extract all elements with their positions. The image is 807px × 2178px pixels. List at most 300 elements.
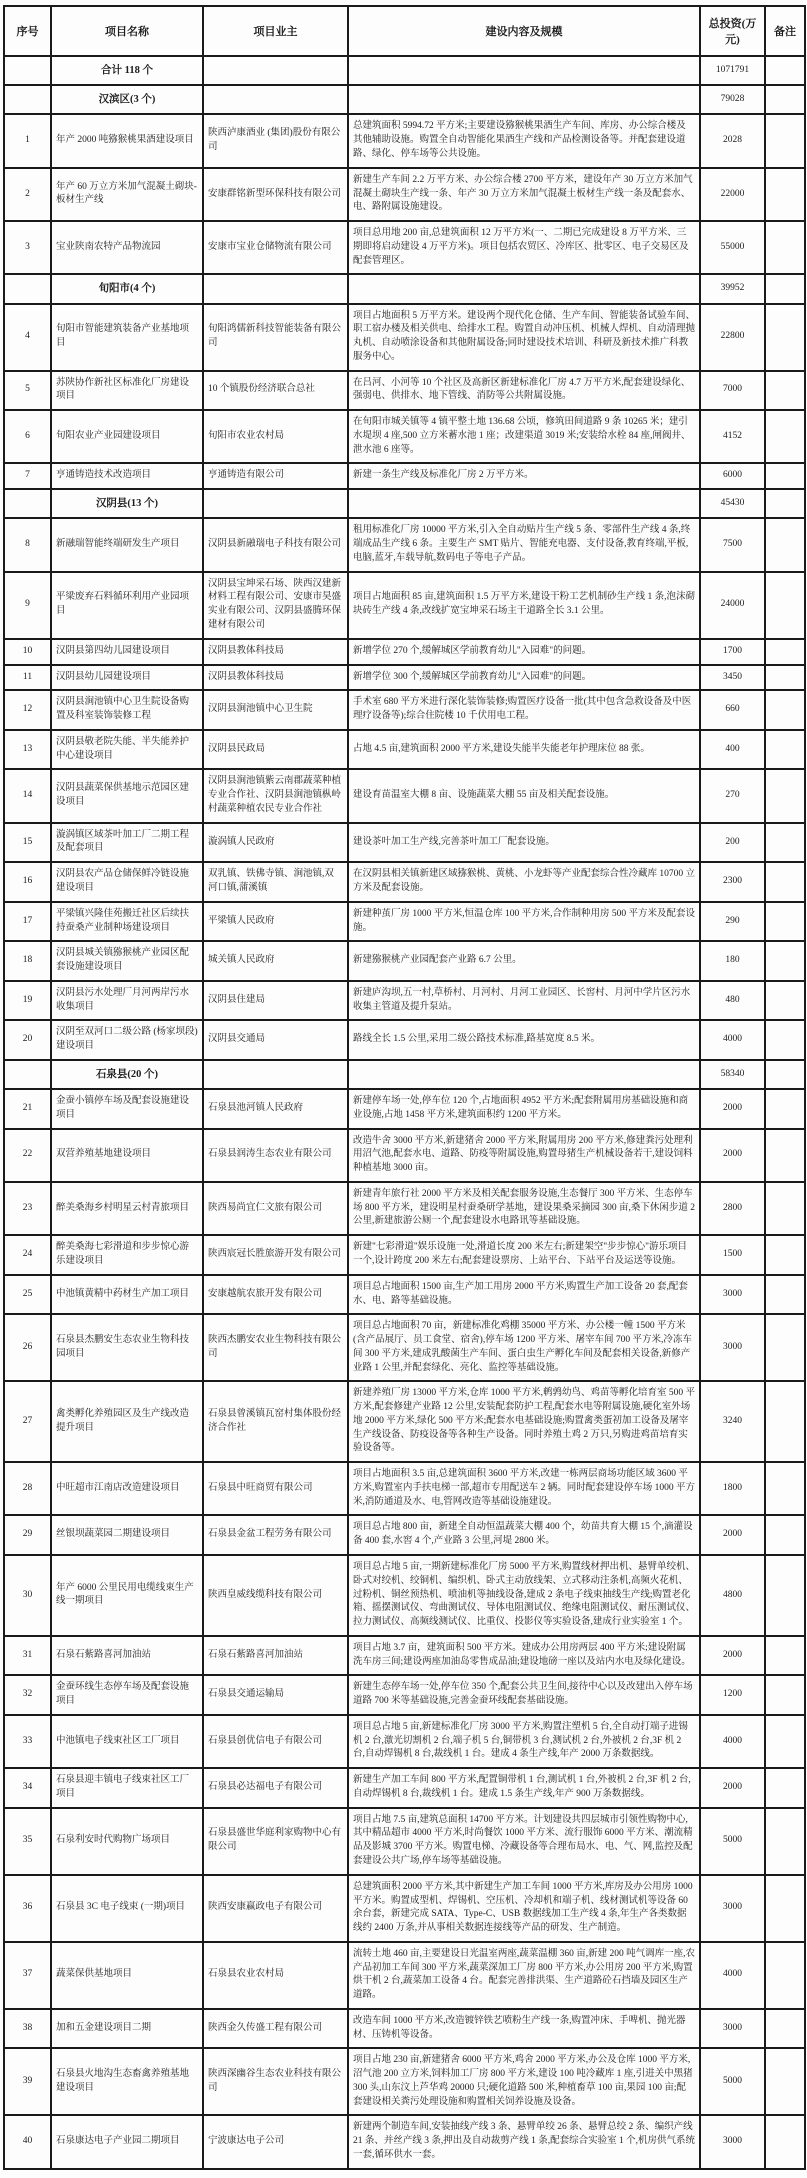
cell-investment: 1500 — [700, 1235, 765, 1275]
cell-content-scale: 项目占地面积 5 万平方米。建设两个现代化仓储、生产车间、智能装备试验车间、职工宿办楼及相关供电、给排水工程。购置自动冲压机、机械人焊机、自动清理抛丸机、自动喷涂设备和其他附属设备;同时建设技术培训、科研及新技术推广科教服务中心。 — [348, 304, 700, 371]
cell-owner: 汉阴县涧池镇紫云南郡蔬菜种植专业合作社、汉阴县涧池镇枞岭村蔬菜种植农民专业合作社 — [203, 769, 348, 822]
table-row — [4, 304, 805, 371]
cell-owner: 汉阴县教体科技局 — [203, 665, 348, 691]
cell-note — [765, 2115, 805, 2168]
cell-content-scale: 新增学位 300 个,缓解城区学前教育幼儿"入园难"的问题。 — [348, 665, 700, 691]
cell-owner — [203, 85, 348, 114]
cell-investment: 2028 — [700, 114, 765, 167]
table-row — [4, 1020, 805, 1060]
cell-index: 38 — [4, 2009, 51, 2049]
cell-note — [765, 221, 805, 274]
cell-index: 17 — [4, 902, 51, 942]
cell-content-scale: 新建种茧厂房 1000 平方米,恒温仓库 100 平方米,合作制种用房 500 平方米及配套设施。 — [348, 902, 700, 942]
table-row — [4, 1675, 805, 1715]
cell-note — [765, 639, 805, 665]
cell-content-scale: 新建生态停车场一处,停车位 350 个,配套公共卫生间,接待中心以及改建出入停车场道路 700 米等基础设施,完善金蚕环线配套基础设施。 — [348, 1675, 700, 1715]
table-row — [4, 981, 805, 1021]
cell-investment: 4000 — [700, 1942, 765, 2009]
cell-project-name: 汉滨区(3 个) — [51, 85, 203, 114]
column-header-investment: 总投资(万元) — [700, 6, 765, 56]
cell-investment: 480 — [700, 981, 765, 1021]
cell-project-name: 旬阳市智能建筑装备产业基地项目 — [51, 304, 203, 371]
table-row — [4, 168, 805, 221]
cell-note — [765, 1808, 805, 1875]
cell-owner: 石泉县盛世华庭利家购物中心有限公司 — [203, 1808, 348, 1875]
cell-owner: 旬阳市农业农村局 — [203, 410, 348, 463]
cell-note — [765, 114, 805, 167]
cell-content-scale: 新建庐沟坝,五一村,草桥村、月河村、月河工业园区、长窖村、月河中学片区污水收集主管道及提升泵站。 — [348, 981, 700, 1021]
table-row — [4, 1275, 805, 1315]
cell-owner: 漩涡镇人民政府 — [203, 823, 348, 863]
cell-index: 25 — [4, 1275, 51, 1315]
column-header-note: 备注 — [765, 6, 805, 56]
cell-note — [765, 304, 805, 371]
cell-owner — [203, 56, 348, 85]
cell-index — [4, 489, 51, 518]
cell-note — [765, 1768, 805, 1808]
cell-owner: 石泉县润涛生态农业有限公司 — [203, 1129, 348, 1182]
table-row — [4, 1182, 805, 1235]
table-row — [4, 1808, 805, 1875]
column-header-owner: 项目业主 — [203, 6, 348, 56]
cell-owner: 宁波康达电子公司 — [203, 2115, 348, 2168]
cell-note — [765, 1515, 805, 1555]
cell-index: 29 — [4, 1515, 51, 1555]
table-row — [4, 665, 805, 691]
table-row — [4, 1089, 805, 1129]
cell-project-name: 醉美桑海乡村明星云村青旅项目 — [51, 1182, 203, 1235]
cell-index: 14 — [4, 769, 51, 822]
cell-owner: 陕西深幽谷生态农业科技有限公司 — [203, 2048, 348, 2115]
cell-investment: 22800 — [700, 304, 765, 371]
table-row — [4, 2009, 805, 2049]
cell-owner: 陕西易尚宜仁文旅有限公司 — [203, 1182, 348, 1235]
cell-project-name: 中旺超市江南店改造建设项目 — [51, 1462, 203, 1515]
cell-note — [765, 1314, 805, 1381]
cell-project-name: 合计 118 个 — [51, 56, 203, 85]
cell-investment: 1800 — [700, 1462, 765, 1515]
cell-index: 35 — [4, 1808, 51, 1875]
column-header-content-scale: 建设内容及规模 — [348, 6, 700, 56]
cell-index — [4, 85, 51, 114]
table-row — [4, 572, 805, 639]
cell-note — [765, 1089, 805, 1129]
cell-owner: 汉阴县宝坤采石场、陕西汉建新材料工程有限公司、安康市昊盛实业有限公司、汉阴县盛腾环保建材有限公司 — [203, 572, 348, 639]
cell-investment: 39952 — [700, 274, 765, 303]
cell-owner: 陕西皇威线缆科技有限公司 — [203, 1555, 348, 1636]
cell-investment: 2000 — [700, 1515, 765, 1555]
cell-owner: 石泉石紫路喜河加油站 — [203, 1636, 348, 1676]
table-row — [4, 769, 805, 822]
cell-investment: 3450 — [700, 665, 765, 691]
cell-note — [765, 274, 805, 303]
cell-index: 20 — [4, 1020, 51, 1060]
cell-investment: 2000 — [700, 1768, 765, 1808]
cell-content-scale: 新建停车场一处,停车位 120 个,占地面积 4952 平方米;配套附属用房基础设施和商业设施,占地 1458 平方米,建筑面积约 1200 平方米。 — [348, 1089, 700, 1129]
cell-index: 9 — [4, 572, 51, 639]
cell-investment: 3000 — [700, 1875, 765, 1942]
cell-owner: 石泉县农业农村局 — [203, 1942, 348, 2009]
cell-content-scale: 手术室 680 平方米进行深化装饰装修;购置医疗设备一批(其中包含急救设备及中医理疗设备等);综合住院楼 10 千伏用电工程。 — [348, 690, 700, 730]
cell-note — [765, 518, 805, 571]
cell-index: 3 — [4, 221, 51, 274]
cell-content-scale: 在汉阴县相关镇新建区域猕猴桃、黄桃、小龙虾等产业配套综合性冷藏库 10700 立方米及配套设施。 — [348, 862, 700, 902]
cell-investment: 22000 — [700, 168, 765, 221]
cell-note — [765, 1636, 805, 1676]
cell-content-scale: 项目总占地面积 70 亩，新建标准化鸡棚 35000 平方米、办公楼一幢 1500 平方米(含产品展厅、员工食堂、宿舍),停车场 1200 平方米、屠宰车间 700 平方米,冷冻车间 300 平方米,建成乳酸菌生产车间、蛋白虫生产孵化车间及配套相关设备,新修产业路 1 公里,并配套绿化、亮化、监控等基础设施。 — [348, 1314, 700, 1381]
cell-note — [765, 1235, 805, 1275]
cell-note — [765, 1875, 805, 1942]
cell-index: 22 — [4, 1129, 51, 1182]
cell-project-name: 汉阴县幼儿园建设项目 — [51, 665, 203, 691]
cell-project-name: 石泉县 3C 电子线束 (一期)项目 — [51, 1875, 203, 1942]
cell-owner: 石泉县中旺商贸有限公司 — [203, 1462, 348, 1515]
cell-content-scale: 新建一条生产线及标准化厂房 2 万平方米。 — [348, 463, 700, 489]
table-row — [4, 902, 805, 942]
table-row — [4, 518, 805, 571]
table-row — [4, 114, 805, 167]
cell-content-scale: 项目总占地 5 亩,新建标准化厂房 3000 平方米,购置注塑机 5 台,全自动打端子进锡机 2 台,激光切割机 2 台,端子机 5 台,铜带机 3 台,测试机 2 台,外被机 2 台,3F 机 2 台,自动焊锡机 8 台,裁线机 1 台。建成 4 条生产线,年产 2000 万条数据线。 — [348, 1715, 700, 1768]
cell-owner — [203, 489, 348, 518]
cell-owner — [203, 1060, 348, 1089]
cell-project-name: 蔬菜保供基地项目 — [51, 1942, 203, 2009]
cell-index: 12 — [4, 690, 51, 730]
cell-index: 37 — [4, 1942, 51, 2009]
cell-project-name: 亨通铸造技术改造项目 — [51, 463, 203, 489]
cell-note — [765, 1381, 805, 1462]
table-row — [4, 730, 805, 770]
cell-content-scale — [348, 1060, 700, 1089]
cell-investment: 5000 — [700, 2048, 765, 2115]
cell-project-name: 旬阳农业产业园建设项目 — [51, 410, 203, 463]
cell-index: 27 — [4, 1381, 51, 1462]
cell-index: 13 — [4, 730, 51, 770]
cell-owner: 石泉县创优信电子有限公司 — [203, 1715, 348, 1768]
cell-note — [765, 85, 805, 114]
summary-row — [4, 489, 805, 518]
cell-content-scale: 新建生产车间 2.2 万平方米、办公综合楼 2700 平方米，建设年产 30 万立方米加气混凝土砌块生产线一条、年产 30 万立方米加气混凝土板材生产线一条及配套水、电、路附属设施建设。 — [348, 168, 700, 221]
column-header-project-name: 项目名称 — [51, 6, 203, 56]
cell-investment: 180 — [700, 941, 765, 981]
table-row — [4, 371, 805, 411]
cell-project-name: 宝业陕南农特产品物流园 — [51, 221, 203, 274]
cell-investment: 2000 — [700, 1636, 765, 1676]
cell-note — [765, 1462, 805, 1515]
cell-note — [765, 1715, 805, 1768]
table-row — [4, 1462, 805, 1515]
table-row — [4, 1768, 805, 1808]
cell-investment: 660 — [700, 690, 765, 730]
cell-investment: 1200 — [700, 1675, 765, 1715]
cell-project-name: 金蚕环线生态停车场及配套设施项目 — [51, 1675, 203, 1715]
cell-note — [765, 1182, 805, 1235]
table-row — [4, 1715, 805, 1768]
cell-content-scale: 总建筑面积 2000 平方米,其中新建生产加工车间 1000 平方米,库房及办公用房 1000 平方米。购置成型机、焊锡机、空压机、冷却机和端子机、线材测试机等设备 60 余台套，新建完成 SATA、Type-C、USB 数据线加工生产线 4 条,年生产各类数据线约 2400 万条,并从事相关数据连接线等产品的研发、生产制造。 — [348, 1875, 700, 1942]
cell-owner: 石泉县必达福电子有限公司 — [203, 1768, 348, 1808]
cell-index: 18 — [4, 941, 51, 981]
cell-owner: 石泉县曾溪镇瓦窑村集体股份经济合作社 — [203, 1381, 348, 1462]
table-row — [4, 639, 805, 665]
cell-project-name: 汉阴县蔬菜保供基地示范园区建设项目 — [51, 769, 203, 822]
summary-row — [4, 56, 805, 85]
summary-row — [4, 1060, 805, 1089]
cell-content-scale — [348, 85, 700, 114]
cell-project-name: 石泉县火地沟生态畜禽养殖基地建设项目 — [51, 2048, 203, 2115]
cell-project-name: 汉阴县农产品仓储保鲜冷链设施建设项目 — [51, 862, 203, 902]
cell-content-scale — [348, 56, 700, 85]
cell-project-name: 金蚕小镇停车场及配套设施建设项目 — [51, 1089, 203, 1129]
cell-project-name: 丝银坝蔬菜园二期建设项目 — [51, 1515, 203, 1555]
cell-owner: 安康越航农旅开发有限公司 — [203, 1275, 348, 1315]
cell-investment: 270 — [700, 769, 765, 822]
cell-investment: 7000 — [700, 371, 765, 411]
cell-investment: 2300 — [700, 862, 765, 902]
column-header-index: 序号 — [4, 6, 51, 56]
cell-note — [765, 572, 805, 639]
cell-owner: 汉阴县教体科技局 — [203, 639, 348, 665]
cell-index: 21 — [4, 1089, 51, 1129]
table-row — [4, 1555, 805, 1636]
cell-index: 1 — [4, 114, 51, 167]
cell-project-name: 年产 6000 公里民用电缆线束生产线一期项目 — [51, 1555, 203, 1636]
cell-index: 7 — [4, 463, 51, 489]
cell-content-scale: 占地 4.5 亩,建筑面积 2000 平方米,建设失能半失能老年护理床位 88 张。 — [348, 730, 700, 770]
cell-project-name: 汉阴县涧池镇中心卫生院设备购置及科室装饰装修工程 — [51, 690, 203, 730]
table-row — [4, 221, 805, 274]
cell-index: 32 — [4, 1675, 51, 1715]
table-row — [4, 1636, 805, 1676]
cell-investment: 5000 — [700, 1808, 765, 1875]
cell-note — [765, 1129, 805, 1182]
cell-project-name: 石泉利安时代购物广场项目 — [51, 1808, 203, 1875]
cell-investment: 58340 — [700, 1060, 765, 1089]
cell-project-name: 石泉康达电子产业园二期项目 — [51, 2115, 203, 2168]
cell-owner: 10 个镇股份经济联合总社 — [203, 371, 348, 411]
cell-owner: 石泉县交通运输局 — [203, 1675, 348, 1715]
cell-investment: 3000 — [700, 1275, 765, 1315]
cell-content-scale: 新建养殖厂房 13000 平方米,仓库 1000 平方米,鹌鹑幼鸟、鸡苗等孵化培育室 500 平方米,配套修建产业路 12 公里,安装配套防护工程,配套水电等附属设施,硬化室外场地 2000 平方米,绿化 500 平方米;配套水电基础设施;购置禽类蛋初加工设备及屠宰生产线设备、防疫设备等各种生产设备。同时养殖土鸡 2 万只,另购进鸡苗培育实验设备等。 — [348, 1381, 700, 1462]
cell-investment: 290 — [700, 902, 765, 942]
cell-note — [765, 769, 805, 822]
cell-index — [4, 274, 51, 303]
cell-investment: 24000 — [700, 572, 765, 639]
cell-content-scale — [348, 489, 700, 518]
cell-investment: 1700 — [700, 639, 765, 665]
cell-note — [765, 2048, 805, 2115]
cell-content-scale: 项目总占地 5 亩,一期新建标准化厂房 5000 平方米,购置线材押出机、悬臂单绞机、卧式对绞机、绞铜机、编织机、卧式主动放线架、立式移动注条机,高频火花机、过粉机、铜丝预热机、喷油机等抽线设备,建成 2 条电子线束抽线生产线;购置老化箱、摇摆测试仪、弯曲测试仪、导体电阻测试仪、绝缘电阻测试仪、耐压测试仪、拉力测试仪、高频线测试仪、比重仪、投影仪等实验设备,建成行业实验室 1 个。 — [348, 1555, 700, 1636]
cell-note — [765, 489, 805, 518]
cell-owner: 汉阴县涧池镇中心卫生院 — [203, 690, 348, 730]
cell-project-name: 汉阴县(13 个) — [51, 489, 203, 518]
cell-owner: 亨通铸造有限公司 — [203, 463, 348, 489]
cell-content-scale: 项目总用地 200 亩,总建筑面积 12 万平方米(一、二期已完成建设 8 万平方米、三期即将启动建设 4 万平方米)。项目包括农贸区、冷库区、批零区、电子交易区及配套管理区。 — [348, 221, 700, 274]
cell-content-scale: 项目占地 230 亩,新建猪舍 6000 平方米,鸡舍 2000 平方米,办公及仓库 1000 平方米,沼气池 200 立方米,饲料加工厂房 800 平方米,建设 100 吨冷藏库 1 座,引进关中黑猪 300 头,山东汶上芦华鸡 20000 只;硬化道路 500 米,种植畜草 100 亩,果园 100 亩;配套建设相关粪污处理设施和购置相关饲养设施及设备。 — [348, 2048, 700, 2115]
cell-owner: 平梁镇人民政府 — [203, 902, 348, 942]
cell-investment: 6000 — [700, 463, 765, 489]
cell-project-name: 中池镇黄精中药材生产加工项目 — [51, 1275, 203, 1315]
cell-index: 15 — [4, 823, 51, 863]
table-row — [4, 1515, 805, 1555]
cell-content-scale: 租用标准化厂房 10000 平方米,引入全自动贴片生产线 5 条、零部件生产线 4 条,终端成品生产线 6 条。主要生产 SMT 贴片、智能充电器、支付设备,教育终端,平板,电脑,蓝牙,车载导航,数码电子等电子产品。 — [348, 518, 700, 571]
cell-index — [4, 56, 51, 85]
table-row — [4, 823, 805, 863]
cell-project-name: 双营养殖基地建设项目 — [51, 1129, 203, 1182]
cell-index: 8 — [4, 518, 51, 571]
cell-index: 10 — [4, 639, 51, 665]
cell-owner: 陕西泸康酒业 (集团)股份有限公司 — [203, 114, 348, 167]
cell-note — [765, 862, 805, 902]
table-row — [4, 2115, 805, 2168]
cell-content-scale: 流转土地 460 亩,主要建设日光温室两座,蔬菜温棚 360 亩,新建 200 吨气调库一座,农产品初加工车间 300 平方米,蔬菜深加工厂房 800 平方米,办公用房 200 平方米,购置烘干机 2 台,蔬菜加工设备 4 台。配套完善排洪渠、生产道路砼石挡墙及园区生产道路。 — [348, 1942, 700, 2009]
cell-investment: 200 — [700, 823, 765, 863]
table-row — [4, 862, 805, 902]
cell-content-scale: 在吕河、小河等 10 个社区及高新区新建标准化厂房 4.7 万平方米,配套建设绿化、强弱电、供排水、地下管线、消防等公共附属设施。 — [348, 371, 700, 411]
cell-project-name: 中池镇电子线束社区工厂项目 — [51, 1715, 203, 1768]
cell-owner: 汉阴县新融瑞电子科技有限公司 — [203, 518, 348, 571]
cell-owner: 双乳镇、铁佛寺镇、涧池镇,双河口镇,蒲溪镇 — [203, 862, 348, 902]
cell-investment: 3000 — [700, 1314, 765, 1381]
cell-investment: 4800 — [700, 1555, 765, 1636]
cell-investment: 4152 — [700, 410, 765, 463]
cell-project-name: 苏陕协作新社区标准化厂房建设项目 — [51, 371, 203, 411]
cell-content-scale: 项目占地 3.7 亩，建筑面积 500 平方米。建成办公用房两层 400 平方米;建设附属洗车房三间;建设两座加油岛零售成品油;建设地磅一座以及站内水电及绿化建设。 — [348, 1636, 700, 1676]
cell-project-name: 漩涡镇区域茶叶加工厂二期工程及配套项目 — [51, 823, 203, 863]
cell-investment: 3000 — [700, 2009, 765, 2049]
cell-project-name: 汉阴县城关镇猕猴桃产业园区配套设施建设项目 — [51, 941, 203, 981]
cell-investment: 2800 — [700, 1182, 765, 1235]
cell-content-scale: 新增学位 270 个,缓解城区学前教育幼儿"入园难"的问题。 — [348, 639, 700, 665]
cell-investment: 1071791 — [700, 56, 765, 85]
table-header-row — [4, 6, 805, 56]
cell-owner: 安康群铭新型环保科技有限公司 — [203, 168, 348, 221]
cell-content-scale: 改造车间 1000 平方米,改造镀锌铁艺喷粉生产线一条,购置冲床、手啤机、抛光器材、压铸机等设备。 — [348, 2009, 700, 2049]
cell-index: 23 — [4, 1182, 51, 1235]
cell-owner: 石泉县金盆工程劳务有限公司 — [203, 1515, 348, 1555]
cell-owner: 陕西安康赢政电子有限公司 — [203, 1875, 348, 1942]
cell-investment: 3240 — [700, 1381, 765, 1462]
cell-investment: 45430 — [700, 489, 765, 518]
project-table — [3, 5, 806, 2170]
cell-note — [765, 410, 805, 463]
cell-content-scale: 项目总占地 800 亩，新建全自动恒温蔬菜大棚 400 个，幼苗共育大棚 15 个,滴灌设备 400 套,水窖 4 个,产业路 3 公里,河堤 2800 米。 — [348, 1515, 700, 1555]
cell-index: 24 — [4, 1235, 51, 1275]
cell-index: 33 — [4, 1715, 51, 1768]
cell-project-name: 醉美桑海七彩滑道和步步惊心游乐建设项目 — [51, 1235, 203, 1275]
table-row — [4, 690, 805, 730]
cell-index: 39 — [4, 2048, 51, 2115]
cell-owner: 陕西宸冠长胜旅游开发有限公司 — [203, 1235, 348, 1275]
cell-content-scale: 总建筑面积 5994.72 平方米;主要建设猕猴桃果酒生产车间、库房、办公综合楼及其他辅助设施。购置全自动智能化果酒生产线和产品检测设备等。并配套建设道路、绿化、停车场等公共设施。 — [348, 114, 700, 167]
cell-investment: 2000 — [700, 1129, 765, 1182]
cell-project-name: 平梁镇兴隆佳苑搬迁社区后续扶持蚕桑产业制种场建设项目 — [51, 902, 203, 942]
cell-index: 34 — [4, 1768, 51, 1808]
cell-investment: 3000 — [700, 2115, 765, 2168]
cell-owner: 汉阴县民政局 — [203, 730, 348, 770]
cell-note — [765, 2009, 805, 2049]
cell-owner: 陕西杰鹏安农业生物科技有限公司 — [203, 1314, 348, 1381]
cell-project-name: 新融瑞智能终端研发生产项目 — [51, 518, 203, 571]
cell-content-scale: 项目占地面积 3.5 亩,总建筑面积 3600 平方米,改建一栋两层商场功能区域 3600 平方米,购置室内手扶电梯一部,超市专用配送车 2 辆。同时配套建设停车场 1000 平方米,消防通道及水、电,管网改造等基础设施建设。 — [348, 1462, 700, 1515]
cell-index: 11 — [4, 665, 51, 691]
cell-investment: 7500 — [700, 518, 765, 571]
table-row — [4, 1875, 805, 1942]
cell-note — [765, 168, 805, 221]
cell-project-name: 平梁废弃石料循环利用产业园项目 — [51, 572, 203, 639]
cell-project-name: 石泉石紫路喜河加油站 — [51, 1636, 203, 1676]
cell-content-scale: 新建青年旅行社 2000 平方米及相关配套服务设施,生态餐厅 300 平方米、生态停车场 800 平方米，建设明星村蚕桑研学基地，建设果桑采摘园 300 亩,桑下休闲步道 2 公里,新建旅游公厕一个,配套建设水电路讯等基础设施。 — [348, 1182, 700, 1235]
cell-owner: 安康市宝业仓储物流有限公司 — [203, 221, 348, 274]
cell-note — [765, 1555, 805, 1636]
table-row — [4, 1235, 805, 1275]
table-row — [4, 463, 805, 489]
cell-project-name: 加和五金建设项目二期 — [51, 2009, 203, 2049]
cell-content-scale: 路线全长 1.5 公里,采用二级公路技术标准,路基宽度 8.5 米。 — [348, 1020, 700, 1060]
cell-index — [4, 1060, 51, 1089]
table-row — [4, 1314, 805, 1381]
cell-note — [765, 371, 805, 411]
cell-index: 40 — [4, 2115, 51, 2168]
cell-investment: 79028 — [700, 85, 765, 114]
table-row — [4, 410, 805, 463]
cell-content-scale: 在旬阳市城关镇等 4 镇平整土地 136.68 公顷，修筑田间道路 9 条 10265 米；建引水堤坝 4 座,500 立方米蓄水池 1 座；改建渠道 3019 米;安装给水栓 84 座,闸阀井、泄水池 6 座等。 — [348, 410, 700, 463]
cell-note — [765, 941, 805, 981]
cell-owner: 汉阴县住建局 — [203, 981, 348, 1021]
cell-project-name: 禽类孵化养殖园区及生产线改造提升项目 — [51, 1381, 203, 1462]
cell-owner: 汉阴县交通局 — [203, 1020, 348, 1060]
cell-note — [765, 981, 805, 1021]
cell-index: 6 — [4, 410, 51, 463]
cell-index: 31 — [4, 1636, 51, 1676]
cell-owner: 石泉县池河镇人民政府 — [203, 1089, 348, 1129]
cell-project-name: 石泉县迎丰镇电子线束社区工厂项目 — [51, 1768, 203, 1808]
cell-index: 30 — [4, 1555, 51, 1636]
cell-owner: 旬阳鸿儒新科技智能装备有限公司 — [203, 304, 348, 371]
cell-index: 36 — [4, 1875, 51, 1942]
table-row — [4, 1381, 805, 1462]
table-body — [4, 56, 805, 2169]
cell-note — [765, 902, 805, 942]
cell-project-name: 汉阴县第四幼儿园建设项目 — [51, 639, 203, 665]
cell-owner: 陕西金久传盛工程有限公司 — [203, 2009, 348, 2049]
cell-content-scale: 项目占地 7.5 亩,建筑总面积 14700 平方米。计划建设共四层城市引领性购物中心,其中精品超市 4000 平方米,时尚餐饮 1000 平方米、流行服饰 6000 平方米、潮流精品及影城 3700 平方米。购置电梯、冷藏设备等合理布局水、电、气、网,监控及配套建设公共广场,停车场等基础设施。 — [348, 1808, 700, 1875]
cell-note — [765, 823, 805, 863]
cell-note — [765, 730, 805, 770]
cell-note — [765, 665, 805, 691]
cell-note — [765, 463, 805, 489]
cell-index: 16 — [4, 862, 51, 902]
cell-content-scale: 新建两个制造车间,安装抽线产线 3 条、悬臂单绞 26 条、悬臂总绞 2 条、编织产线 21 条、并丝产线 3 条,押出及自动裁剪产线 1 条,配套综合实验室 1 个,机房供气系统一套,循环供水一套。 — [348, 2115, 700, 2168]
cell-content-scale: 新建"七彩滑道"娱乐设施一处,滑道长度 200 米左右;新建架空"步步惊心"游乐项目一个,设计跨度 200 米左右;配套建设票房、上站平台、下站平台及运送等设施。 — [348, 1235, 700, 1275]
cell-owner: 城关镇人民政府 — [203, 941, 348, 981]
cell-investment: 55000 — [700, 221, 765, 274]
cell-index: 5 — [4, 371, 51, 411]
cell-index: 28 — [4, 1462, 51, 1515]
cell-owner — [203, 274, 348, 303]
cell-note — [765, 690, 805, 730]
summary-row — [4, 274, 805, 303]
cell-project-name: 年产 60 万立方米加气混凝土砌块-板材生产线 — [51, 168, 203, 221]
cell-note — [765, 1275, 805, 1315]
cell-note — [765, 1942, 805, 2009]
summary-row — [4, 85, 805, 114]
cell-note — [765, 1675, 805, 1715]
cell-index: 2 — [4, 168, 51, 221]
cell-note — [765, 56, 805, 85]
table-row — [4, 1129, 805, 1182]
table-row — [4, 2048, 805, 2115]
cell-content-scale — [348, 274, 700, 303]
cell-content-scale: 建设育苗温室大棚 8 亩、设施蔬菜大棚 55 亩及相关配套设施。 — [348, 769, 700, 822]
